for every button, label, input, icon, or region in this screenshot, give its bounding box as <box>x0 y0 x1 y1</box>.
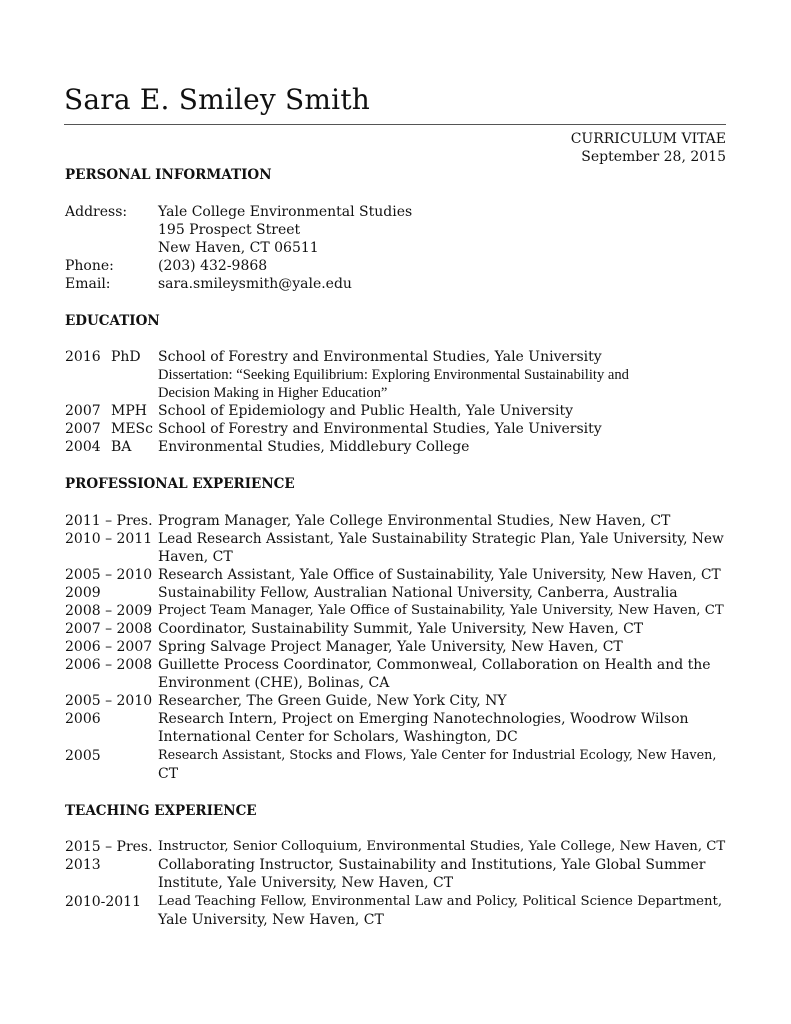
experience-dates: 2008 – 2009 <box>65 603 153 619</box>
education-degree: BA <box>111 439 132 455</box>
education-degree: MESc <box>111 421 153 437</box>
section-heading-teaching: TEACHING EXPERIENCE <box>65 803 257 819</box>
phone-label: Phone: <box>65 258 114 274</box>
education-institution: Environmental Studies, Middlebury College <box>158 439 470 455</box>
experience-dates: 2010 – 2011 <box>65 531 153 547</box>
experience-dates: 2009 <box>65 585 101 601</box>
experience-dates: 2005 <box>65 748 101 764</box>
education-degree: MPH <box>111 403 147 419</box>
address-line: New Haven, CT 06511 <box>158 240 319 256</box>
experience-dates: 2007 – 2008 <box>65 621 153 637</box>
phone-value: (203) 432-9868 <box>158 258 268 274</box>
experience-dates: 2006 – 2008 <box>65 657 153 673</box>
teaching-description: Instructor, Senior Colloquium, Environmental Studies, Yale College, New Haven, CT <box>158 839 726 854</box>
teaching-dates: 2015 – Pres. <box>65 839 153 855</box>
experience-description: Researcher, The Green Guide, New York City, NY <box>158 693 507 709</box>
education-year: 2007 <box>65 403 101 419</box>
author-name: Sara E. Smiley Smith <box>64 83 370 116</box>
address-line: 195 Prospect Street <box>158 222 301 238</box>
document-date: September 28, 2015 <box>581 149 726 165</box>
experience-dates: 2006 <box>65 711 101 727</box>
experience-description: Research Assistant, Yale Office of Sustainability, Yale University, New Haven, CT <box>158 567 721 583</box>
education-institution: School of Epidemiology and Public Health, Yale University <box>158 403 573 419</box>
education-year: 2004 <box>65 439 101 455</box>
header-divider <box>64 124 726 125</box>
teaching-dates: 2010-2011 <box>65 894 141 910</box>
experience-description: Lead Research Assistant, Yale Sustainability Strategic Plan, Yale University, New <box>158 531 724 547</box>
experience-description: Sustainability Fellow, Australian National University, Canberra, Australia <box>158 585 678 601</box>
address-line: Yale College Environmental Studies <box>158 204 413 220</box>
experience-description: Research Intern, Project on Emerging Nanotechnologies, Woodrow Wilson <box>158 711 689 727</box>
address-label: Address: <box>65 204 128 220</box>
experience-description: Guillette Process Coordinator, Commonweal, Collaboration on Health and the <box>158 657 711 673</box>
teaching-description: Collaborating Instructor, Sustainability and Institutions, Yale Global Summer <box>158 857 706 873</box>
experience-dates: 2006 – 2007 <box>65 639 153 655</box>
education-institution: School of Forestry and Environmental Studies, Yale University <box>158 421 602 437</box>
experience-description: Environment (CHE), Bolinas, CA <box>158 675 390 691</box>
section-heading-personal: PERSONAL INFORMATION <box>65 167 272 183</box>
teaching-description: Institute, Yale University, New Haven, CT <box>158 875 454 891</box>
document-type: CURRICULUM VITAE <box>570 131 726 147</box>
experience-description: Research Assistant, Stocks and Flows, Yale Center for Industrial Ecology, New Haven, <box>158 748 717 763</box>
teaching-description: Yale University, New Haven, CT <box>158 912 384 928</box>
experience-dates: 2005 – 2010 <box>65 567 153 583</box>
teaching-dates: 2013 <box>65 857 101 873</box>
experience-dates: 2005 – 2010 <box>65 693 153 709</box>
experience-description: Program Manager, Yale College Environmental Studies, New Haven, CT <box>158 513 671 529</box>
email-label: Email: <box>65 276 111 292</box>
experience-description: Coordinator, Sustainability Summit, Yale University, New Haven, CT <box>158 621 644 637</box>
teaching-description: Lead Teaching Fellow, Environmental Law and Policy, Political Science Department, <box>158 894 723 909</box>
education-institution: School of Forestry and Environmental Studies, Yale University <box>158 349 602 365</box>
education-year: 2007 <box>65 421 101 437</box>
experience-description: CT <box>158 766 179 782</box>
section-heading-education: EDUCATION <box>65 313 160 329</box>
email-value: sara.smileysmith@yale.edu <box>158 276 352 292</box>
experience-dates: 2011 – Pres. <box>65 513 153 529</box>
dissertation-line: Decision Making in Higher Education” <box>158 385 388 401</box>
education-year: 2016 <box>65 349 101 365</box>
section-heading-professional: PROFESSIONAL EXPERIENCE <box>65 476 295 492</box>
dissertation-line: Dissertation: “Seeking Equilibrium: Exploring Environmental Sustainability and <box>158 367 629 383</box>
experience-description: Spring Salvage Project Manager, Yale University, New Haven, CT <box>158 639 623 655</box>
experience-description: International Center for Scholars, Washington, DC <box>158 729 518 745</box>
experience-description: Project Team Manager, Yale Office of Sustainability, Yale University, New Haven, CT <box>158 603 724 618</box>
education-degree: PhD <box>111 349 141 365</box>
experience-description: Haven, CT <box>158 549 233 565</box>
